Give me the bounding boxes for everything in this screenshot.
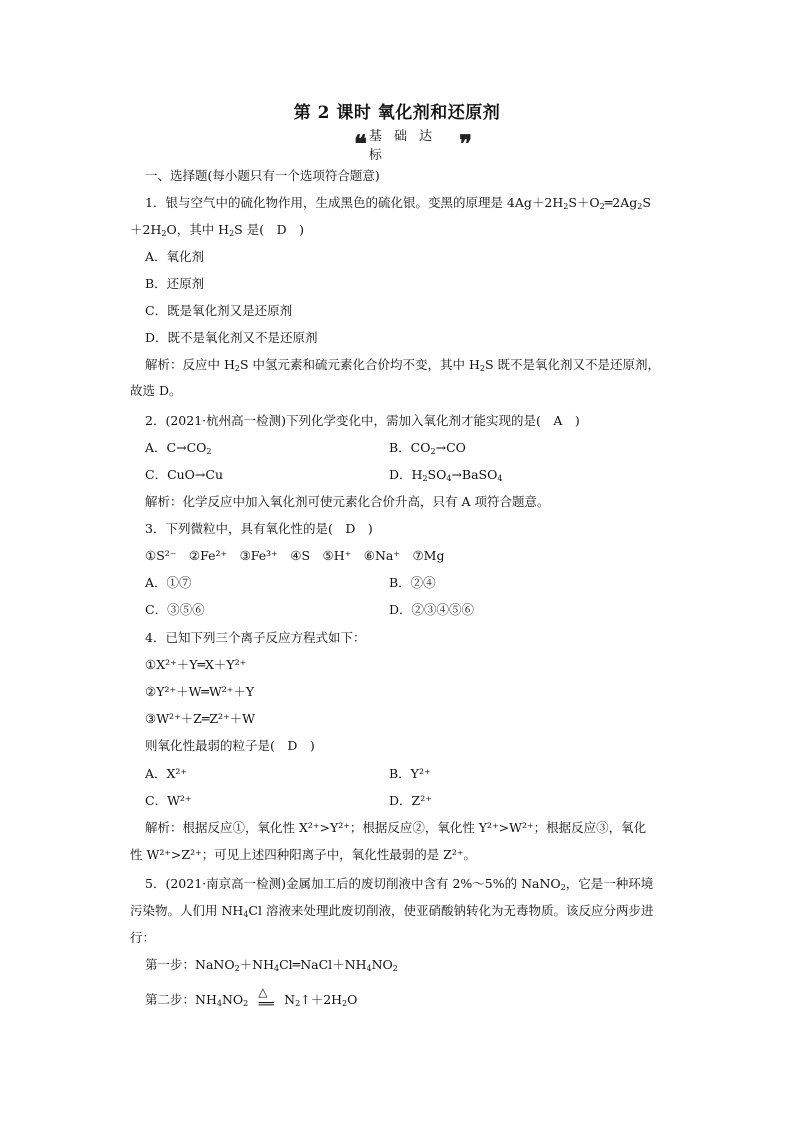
q5-stem-line3: 行： [130,930,156,945]
section-badge-label: 基 础 达 标 [368,129,437,163]
q3-option-a: A．①⑦ [145,575,192,590]
q4-option-d: D．Z²⁺ [389,793,432,808]
q3-option-c: C．③⑤⑥ [145,602,205,617]
q2-analysis: 解析：化学反应中加入氧化剂可使元素化合价升高，只有 A 项符合题意。 [145,494,550,509]
q1-option-b: B．还原剂 [145,276,205,291]
q4-analysis: 解析：根据反应①，氧化性 X²⁺>Y²⁺；根据反应②，氧化性 Y²⁺>W²⁺；根据反应③，氧化 [145,820,647,835]
q2-stem: 2．(2021·杭州高一检测)下列化学变化中，需加入氧化剂才能实现的是( A ) [145,413,580,428]
q4-equation-1: ①X²⁺＋Y═X＋Y²⁺ [145,657,247,672]
q4-equation-2: ②Y²⁺＋W═W²⁺＋Y [145,684,255,699]
q4-option-a: A．X²⁺ [145,766,188,781]
q2-option-d: D．$H_2SO_4\to BaSO_4$ [389,467,503,483]
q4-stem: 4．已知下列三个离子反应方程式如下： [145,630,366,645]
q3-particles: ①S²⁻ ②Fe²⁺ ③Fe³⁺ ④S ⑤H⁺ ⑥Na⁺ ⑦Mg [145,548,445,563]
q1-stem: 1．银与空气中的硫化物作用，生成黑色的硫化银。变黑的原理是 $4Ag+2H_2S+O_2═2Ag_2S$ [145,195,651,211]
q4-option-c: C．W²⁺ [145,793,192,808]
q1-option-d: D．既不是氧化剂又不是还原剂 [145,330,318,345]
q5-step-1: 第一步：$NaNO_2+NH_4Cl═NaCl+NH_4NO_2$ [145,957,398,973]
heat-condition: △ ══ [258,985,274,1011]
open-quote-icon: ❝ [354,129,367,158]
heat-triangle-icon: △ [258,985,268,999]
page-title: 第 2 课时 氧化剂和还原剂 [293,103,501,123]
q5-stem: 5．(2021·南京高一检测)金属加工后的废切削液中含有 2%～5%的 NaNO$_2$，它是一种环境 [145,876,654,892]
q4-analysis-line2: 性 W²⁺>Z²⁺；可见上述四种阳离子中，氧化性最弱的是 Z²⁺。 [130,847,476,862]
q2-option-a: A．$C\to CO_2$ [145,440,212,456]
q2-option-b: B．$CO_2\to CO$ [389,440,466,456]
section-heading: 一、选择题(每小题只有一个选项符合题意) [145,168,380,183]
q1-analysis: 解析：反应中 $H_2S$ 中氢元素和硫元素化合价均不变，其中 $H_2S$ 既不是氧化剂又不是还原剂， [145,357,661,373]
q1-option-c: C．既是氧化剂又是还原剂 [145,303,293,318]
q3-option-b: B．②④ [389,575,436,590]
q4-equation-3: ③W²⁺＋Z═Z²⁺＋W [145,711,256,726]
section-badge [354,129,472,163]
q1-stem-line2: $+2H_2O$，其中 $H_2S$ 是( D ) [130,222,304,238]
q1-analysis-line2: 故选 D。 [130,383,182,398]
q5-step-2: 第二步：$NH_4NO_2$ △ ══ $N_2↑+2H_2O$ [145,985,358,1011]
q2-option-c: C．CuO→Cu [145,467,224,482]
close-quote-icon: ❞ [459,129,472,158]
q5-stem-line2: 污染物。人们用 $NH_4Cl$ 溶液来处理此废切削液，使亚硝酸钠转化为无毒物质。该反应分两步进 [130,903,654,919]
q4-question: 则氧化性最弱的粒子是( D ) [145,738,315,753]
q1-option-a: A．氧化剂 [145,249,205,264]
q3-option-d: D．②③④⑤⑥ [389,602,475,617]
q3-stem: 3．下列微粒中，具有氧化性的是( D ) [145,521,373,536]
q4-option-b: B．Y²⁺ [389,766,431,781]
